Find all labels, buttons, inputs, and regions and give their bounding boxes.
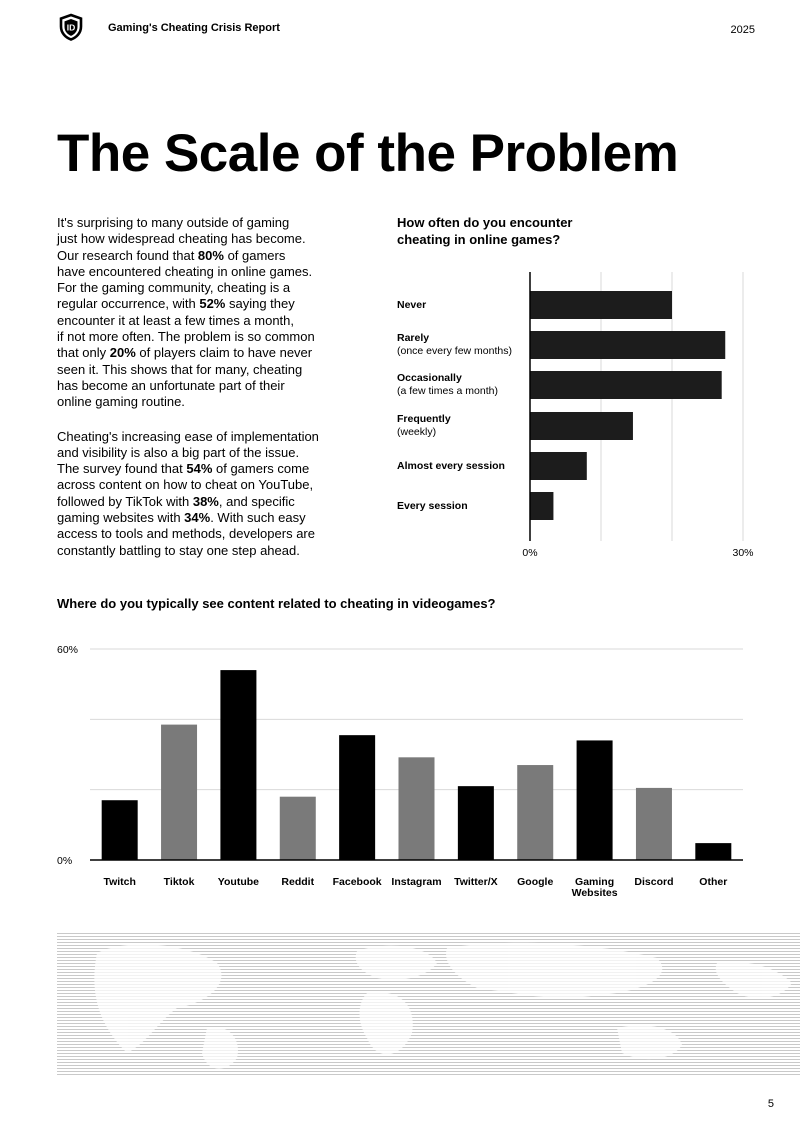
chart2-category-label xyxy=(634,876,673,888)
chart1-tick-label: 0% xyxy=(522,547,538,559)
chart2-category-label xyxy=(218,876,259,888)
chart2-tick-label: 0% xyxy=(57,855,73,867)
chart1-title-line: How often do you encounter xyxy=(397,215,573,230)
chart2-category-label xyxy=(103,876,135,888)
chart2-bar xyxy=(577,740,613,860)
chart2-category-label xyxy=(333,876,382,888)
category-label-word: Instagram xyxy=(391,876,442,888)
text-run: just how widespread cheating has become. xyxy=(57,231,306,247)
category-name: Rarely xyxy=(397,332,430,344)
text-run: It's surprising to many outside of gaming xyxy=(57,215,290,230)
chart2-title: Where do you typically see content related to cheating in videogames? xyxy=(57,596,496,611)
text-run: constantly battling to stay one step ahead. xyxy=(57,542,300,558)
chart2-category-label xyxy=(517,876,553,888)
chart2-tick-label: 60% xyxy=(57,644,79,656)
chart2-bar xyxy=(161,725,197,860)
category-name: Frequently xyxy=(397,413,451,425)
logo-text: ID xyxy=(66,22,76,33)
text-run: . With such easy xyxy=(210,510,306,526)
stat-highlight: 20% xyxy=(109,345,136,361)
chart1-bar xyxy=(530,412,633,440)
stat-highlight: 80% xyxy=(197,247,224,263)
chart2-bar xyxy=(399,757,435,860)
chart1-bar xyxy=(530,371,722,399)
text-run: encounter it at least a few times a month, xyxy=(57,312,295,328)
category-label-word: Google xyxy=(517,876,554,888)
report-year: 2025 xyxy=(730,24,755,36)
category-detail: (once every few months) xyxy=(397,345,512,357)
chart1-bar xyxy=(530,492,553,520)
category-label-word: Other xyxy=(699,876,728,888)
category-label-word: Gaming xyxy=(575,876,615,888)
category-label-word: Reddit xyxy=(281,876,315,888)
text-run: , and specific xyxy=(218,493,295,509)
chart1-title-line: cheating in online games? xyxy=(397,231,561,247)
category-label-word: Twitter/X xyxy=(454,876,498,888)
text-run: For the gaming community, cheating is a xyxy=(57,280,291,296)
stat-highlight: 52% xyxy=(199,296,226,312)
category-name: Occasionally xyxy=(397,372,462,384)
text-run: and visibility is also a big part of the issue. xyxy=(57,444,300,460)
text-run: that only xyxy=(57,345,110,361)
category-name: Almost every session xyxy=(397,459,505,472)
chart2-bar xyxy=(102,800,138,860)
chart2-bar xyxy=(517,765,553,860)
text-run: of gamers xyxy=(223,247,286,263)
text-run: has become an unfortunate part of their xyxy=(57,377,285,393)
world-map-pattern xyxy=(57,933,800,1075)
chart2-category-label xyxy=(391,876,441,888)
chart1-bar xyxy=(530,291,672,319)
chart2-category-label xyxy=(281,876,314,888)
text-run: followed by TikTok with xyxy=(57,493,193,509)
chart2-category-label xyxy=(572,876,618,899)
text-run: regular occurrence, with xyxy=(57,296,200,312)
chart2-category-label xyxy=(164,876,195,888)
category-detail: (weekly) xyxy=(397,426,437,438)
chart2-bar xyxy=(636,788,672,860)
category-label-word: Tiktok xyxy=(163,876,195,888)
page-title: The Scale of the Problem xyxy=(57,124,679,183)
chart1-tick-label: 30% xyxy=(732,547,754,559)
text-run: seen it. This shows that for many, cheating xyxy=(57,361,303,377)
chart2-bar xyxy=(339,735,375,860)
text-run: access to tools and methods, developers are xyxy=(57,526,315,542)
category-label-word: Facebook xyxy=(332,876,382,888)
text-run: if not more often. The problem is so common xyxy=(57,329,315,345)
text-run: Cheating's increasing ease of implementation xyxy=(57,428,319,444)
stat-highlight: 54% xyxy=(186,461,213,477)
text-run: The survey found that xyxy=(57,461,187,477)
chart2-category-label xyxy=(699,876,727,888)
text-run: Our research found that xyxy=(57,247,198,263)
chart1-bar xyxy=(530,331,725,359)
report-title: Gaming's Cheating Crisis Report xyxy=(108,22,280,34)
category-label-word: Youtube xyxy=(217,876,260,888)
chart2-category-label xyxy=(454,876,498,888)
stat-highlight: 38% xyxy=(192,493,219,509)
text-run: of gamers come xyxy=(212,461,310,477)
category-label-word: Websites xyxy=(571,887,618,899)
text-run: across content on how to cheat on YouTube, xyxy=(57,477,314,493)
page-number: 5 xyxy=(767,1098,774,1110)
text-run: online gaming routine. xyxy=(57,394,185,410)
category-name: Never xyxy=(397,298,427,311)
chart2-bar xyxy=(220,670,256,860)
text-run: saying they xyxy=(225,296,295,312)
category-detail: (a few times a month) xyxy=(397,385,498,397)
chart2-bar xyxy=(458,786,494,860)
category-label-word: Discord xyxy=(634,876,674,888)
text-run: of players claim to have never xyxy=(135,345,313,361)
stat-highlight: 34% xyxy=(184,510,211,526)
text-run: have encountered cheating in online games. xyxy=(57,263,313,279)
chart2-bar xyxy=(695,843,731,860)
chart2-bar xyxy=(280,797,316,860)
category-name: Every session xyxy=(397,499,468,512)
category-label-word: Twitch xyxy=(103,876,136,888)
text-run: gaming websites with xyxy=(57,510,185,526)
chart1-bar xyxy=(530,452,587,480)
